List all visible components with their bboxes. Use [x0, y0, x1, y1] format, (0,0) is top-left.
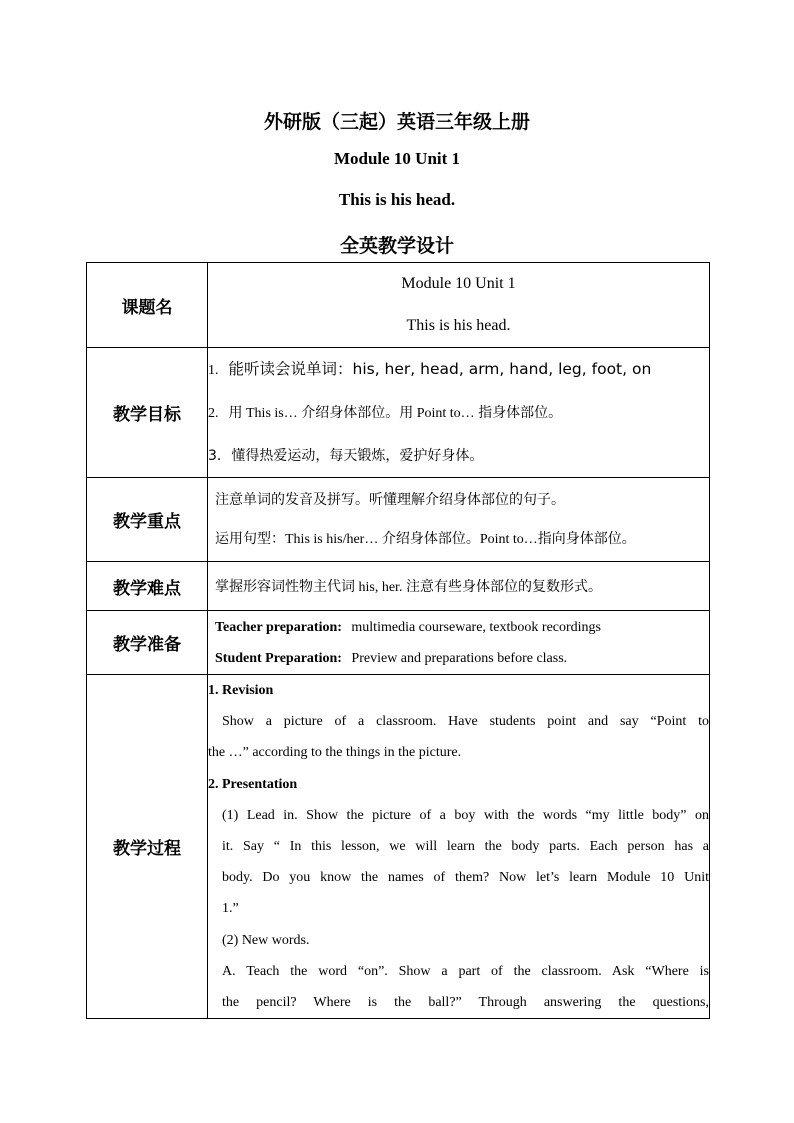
process-revision-line-2: the …” according to the things in the picture. — [208, 745, 462, 761]
row-content-preparation — [208, 611, 710, 675]
table-row-process — [87, 675, 710, 1019]
row-content-difficulties: 掌握形容词性物主代词 his, her. 注意有些身体部位的复数形式。 — [208, 562, 710, 611]
table-row-title — [87, 263, 710, 348]
row-content-process — [208, 675, 710, 1019]
row-content-title — [208, 263, 710, 348]
row-content-objectives — [208, 348, 710, 478]
process-lead-in-line-1: (1) Lead in. Show the picture of a boy with the words “my little body” on — [222, 807, 709, 823]
lesson-title-heading: This is his head. — [338, 190, 456, 209]
table-row-difficulties — [87, 562, 710, 611]
row-label-title: 课题名 — [87, 263, 208, 348]
teacher-preparation-line: Teacher preparation: multimedia courseware, textbook recordings — [215, 619, 601, 635]
row-label-process: 教学过程 — [87, 675, 208, 1019]
module-unit-heading: Module 10 Unit 1 — [333, 149, 461, 168]
process-heading-revision: 1. Revision — [208, 683, 274, 698]
process-lead-in-line-4: 1.” — [222, 901, 239, 917]
key-point-line-1: 注意单词的发音及拼写。听懂理解介绍身体部位的句子。 — [215, 491, 565, 508]
process-new-words-line-1: A. Teach the word “on”. Show a part of the classroom. Ask “Where is — [222, 963, 709, 979]
objective-item-3: 3. 懂得热爱运动，每天锻炼，爱护好身体。 — [208, 448, 484, 464]
title-line-2: This is his head. — [406, 317, 511, 334]
process-new-words-line-2: the pencil? Where is the ball?” Through answering the questions, — [222, 995, 709, 1011]
row-label-preparation: 教学准备 — [87, 611, 208, 675]
process-heading-presentation: 2. Presentation — [208, 776, 298, 792]
row-label-objectives: 教学目标 — [87, 348, 208, 478]
row-label-difficulties: 教学难点 — [87, 562, 208, 611]
row-label-key-points: 教学重点 — [87, 478, 208, 562]
process-lead-in-line-2: it. Say “ In this lesson, we will learn the body parts. Each person has a — [222, 839, 709, 855]
process-lead-in-line-3: body. Do you know the names of them? Now let’s learn Module 10 Unit — [222, 870, 709, 886]
table-row-preparation — [87, 611, 710, 675]
key-point-line-2: 运用句型：This is his/her… 介绍身体部位。Point to…指向身体部位。 — [215, 531, 636, 547]
title-line-1: Module 10 Unit 1 — [401, 275, 516, 292]
process-revision-line-1: Show a picture of a classroom. Have students point and say “Point to — [222, 714, 709, 730]
table-row-objectives — [87, 348, 710, 478]
process-new-words-heading: (2) New words. — [222, 932, 310, 948]
objective-item-2: 2. 用 This is… 介绍身体部位。用 Point to… 指身体部位。 — [208, 406, 563, 421]
document-title: 外研版（三起）英语三年级上册 — [263, 111, 530, 133]
design-type-heading: 全英教学设计 — [339, 235, 454, 257]
table-row-key-points — [87, 478, 710, 562]
student-preparation-line: Student Preparation: Preview and preparations before class. — [215, 650, 568, 666]
objective-item-1: 1. 能听读会说单词：his, her, head, arm, hand, leg, foot, on — [208, 360, 652, 378]
row-content-key-points — [208, 478, 710, 562]
lesson-plan-table — [86, 262, 710, 1019]
